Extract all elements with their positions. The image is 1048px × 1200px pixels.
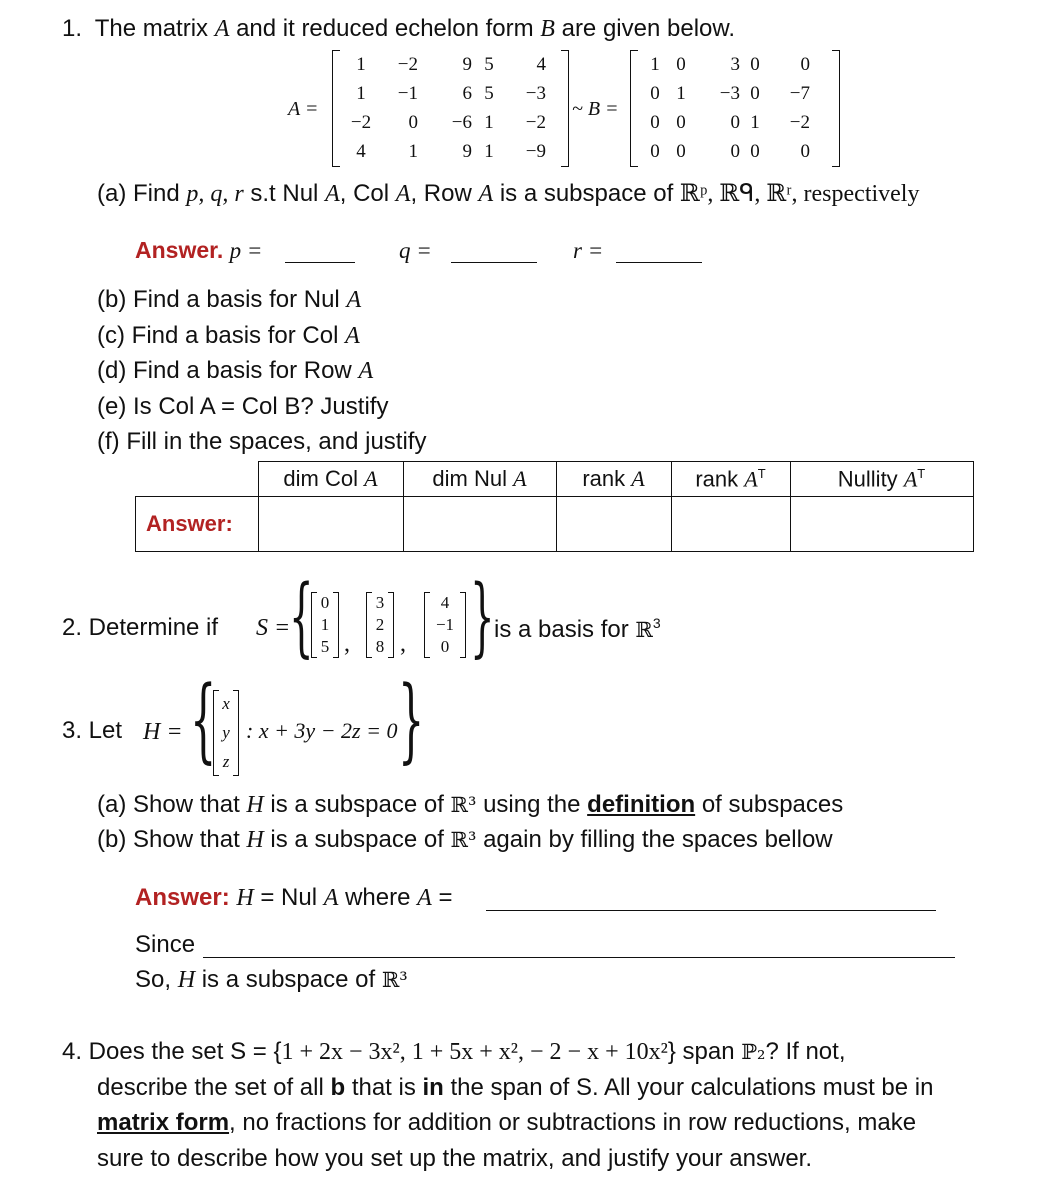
matrix-B-cell: 0	[676, 53, 686, 75]
part-a-sep2: , Row	[410, 180, 472, 207]
matrix-B-cell: 1	[676, 82, 686, 104]
q1-part-a	[97, 182, 919, 206]
matrix-A-cell: 1	[484, 141, 494, 163]
header-dim-col	[258, 462, 403, 497]
header-nullity-t-var: A	[903, 466, 918, 492]
q3b-post: again by filling the spaces bellow	[483, 826, 833, 853]
matrix-A-cell: −2	[525, 112, 546, 134]
q3b-space: ℝ³	[450, 828, 477, 852]
q3-left-brace: {	[190, 666, 217, 773]
matrix-B-cell: 0	[650, 82, 660, 104]
matrix-A-cell: 5	[484, 53, 494, 75]
q2-vector-3-entry: 4	[440, 593, 450, 612]
table-answer-row	[136, 497, 974, 552]
q3-vector-entry: y	[222, 722, 230, 742]
q4-line2-mid: that is	[351, 1074, 416, 1101]
part-b	[97, 288, 361, 312]
q4-space: ℙ₂	[741, 1040, 766, 1064]
matrix-A-cell: 1	[356, 53, 366, 75]
answer-cell-nullity-transpose[interactable]	[790, 497, 973, 552]
matrix-B-cell: 0	[730, 141, 740, 163]
q3-right-brace: }	[398, 666, 425, 773]
q4-line2-post: the span of S. All your calculations must be in	[450, 1074, 934, 1101]
q3-answer-eq: =	[438, 884, 453, 911]
header-dim-nul	[403, 462, 556, 497]
q3-vector	[213, 690, 239, 776]
r-blank[interactable]	[616, 262, 702, 263]
q3-vector-entry: x	[222, 694, 230, 714]
r-label: r =	[573, 238, 604, 263]
q3-since: Since	[135, 931, 196, 958]
matrix-A-cell: −6	[451, 112, 472, 134]
q4-polys: 1 + 2x − 3x², 1 + 5x + x², − 2 − x + 10x²	[281, 1039, 668, 1065]
matrix-B-cell: 0	[730, 112, 740, 134]
q3-so-pre: So,	[135, 966, 172, 993]
matrix-A-cell: 1	[356, 82, 366, 104]
q3-condition: : x + 3y − 2z = 0	[246, 718, 398, 743]
q2-right-brace: }	[470, 567, 495, 667]
q2-exp: 3	[652, 615, 661, 631]
q2-text-b	[494, 616, 661, 642]
table-corner	[136, 462, 259, 497]
q3a-space: ℝ³	[450, 793, 477, 817]
part-d-text: (d) Find a basis for Row	[97, 357, 352, 384]
q3b-mid: is a subspace of	[270, 826, 444, 853]
q4-matrix-form: matrix form	[97, 1109, 230, 1136]
matrix-A-cell: −9	[525, 141, 546, 163]
part-f	[97, 430, 426, 454]
part-a-suffix2: , respectively	[791, 181, 920, 207]
q3-so-line	[135, 968, 408, 992]
q2-vector-1	[311, 592, 339, 658]
matrix-B-cell: 0	[750, 53, 760, 75]
q2-space: ℝ	[635, 618, 653, 642]
q3-since-blank[interactable]	[203, 957, 955, 958]
q4-line4: sure to describe how you set up the matrix, and justify your answer.	[97, 1145, 813, 1172]
matrix-B-cell: 0	[750, 141, 760, 163]
q3b-pre: (b) Show that	[97, 826, 240, 853]
q2-vector-3-entry: 0	[440, 637, 450, 656]
q3a-post: of subspaces	[701, 791, 844, 818]
q3a-using: using the	[483, 791, 581, 818]
q3b-H: H	[246, 827, 264, 853]
q3-so-H: H	[177, 967, 196, 993]
header-dim-nul-var: A	[513, 466, 527, 491]
q-blank[interactable]	[451, 262, 537, 263]
q3a-pre: (a) Show that	[97, 791, 240, 818]
part-c-var: A	[345, 323, 360, 349]
part-a-sep1: , Col	[339, 180, 390, 207]
tilde-B-label: ~ B =	[572, 98, 619, 120]
header-rank-t-sup: T	[757, 465, 766, 481]
matrix-A-cell: −2	[397, 53, 418, 75]
answer-cell-dim-nul[interactable]	[403, 497, 556, 552]
header-rank	[556, 462, 671, 497]
header-rank-text: rank	[582, 466, 626, 491]
q3a-definition: definition	[587, 791, 696, 818]
part-a-mid: s.t Nul	[250, 180, 319, 207]
p-blank[interactable]	[285, 262, 355, 263]
q4-line2-b: b	[330, 1074, 346, 1101]
q4-line2-pre: describe the set of all	[97, 1074, 324, 1101]
q3-answer-where: where	[345, 884, 411, 911]
q2-comma-2: ,	[400, 631, 406, 657]
q4-line-3	[97, 1111, 916, 1135]
q1-var-A: A	[214, 16, 230, 42]
matrix-A-cell: 1	[484, 112, 494, 134]
q4-line3-post: , no fractions for addition or subtractions in row reductions, make	[229, 1109, 917, 1136]
q3-answer-mid: = Nul	[260, 884, 318, 911]
q3-answer-label: Answer:	[135, 884, 230, 911]
table-header-row	[136, 462, 974, 497]
part-b-var: A	[346, 287, 362, 313]
q2-vector-1-entry: 5	[320, 637, 330, 656]
q2-vector-1-entry: 1	[320, 615, 330, 634]
q1-intro-b: and it reduced echelon form	[236, 15, 534, 42]
matrix-B-cell: 0	[800, 53, 810, 75]
header-rank-t-text: rank	[695, 466, 739, 492]
q2-vector-2-entry: 8	[375, 637, 385, 656]
matrix-A-cell: 4	[536, 53, 546, 75]
q2-vector-2-entry: 2	[375, 615, 385, 634]
q4-line-2	[97, 1076, 933, 1100]
part-e-text: (e) Is Col A = Col B? Justify	[97, 393, 389, 420]
part-a-A3: A	[478, 181, 494, 207]
q4-line1-pre: 4. Does the set S = {	[62, 1038, 282, 1065]
answer-label: Answer.	[135, 237, 224, 263]
q-label: q =	[399, 238, 432, 263]
header-rank-t-var: A	[744, 466, 758, 492]
part-c	[97, 324, 360, 348]
matrix-B	[630, 50, 840, 167]
q3a-H: H	[246, 792, 264, 818]
header-nullity-t-sup: T	[917, 465, 926, 481]
matrix-A-cell: −1	[397, 82, 418, 104]
matrix-B-cell: 1	[650, 53, 660, 75]
matrix-B-cell: −3	[719, 82, 740, 104]
part-c-text: (c) Find a basis for Col	[97, 322, 339, 349]
part-f-text: (f) Fill in the spaces, and justify	[97, 428, 427, 455]
dimensions-table	[135, 461, 974, 552]
matrix-B-cell: 0	[650, 112, 660, 134]
part-a-A1: A	[325, 181, 340, 207]
q3-so-post: is a subspace of	[201, 966, 376, 993]
q4-line-1	[62, 1040, 846, 1064]
matrix-B-cell: 0	[750, 82, 760, 104]
matrix-B-cell: −2	[789, 112, 810, 134]
matrix-A	[332, 50, 569, 167]
q2-vector-1-entry: 0	[320, 593, 330, 612]
q2-left-brace: {	[289, 567, 314, 667]
q1-intro-a: The matrix	[94, 15, 209, 42]
matrix-B-cell: 0	[650, 141, 660, 163]
q2-S-label: S =	[256, 615, 291, 641]
q3-answer-A: A	[323, 885, 339, 911]
part-e	[97, 395, 388, 419]
matrix-B-cell: 1	[750, 112, 760, 134]
answer-cell-rank[interactable]	[556, 497, 671, 552]
header-dim-nul-text: dim Nul	[432, 466, 507, 491]
q3-answer-line	[135, 886, 453, 910]
q3-part-b	[97, 828, 833, 852]
matrix-A-label: A =	[288, 98, 319, 120]
q1-answer-pqr	[135, 239, 262, 262]
matrix-A-cell: 5	[484, 82, 494, 104]
q2-vector-2-entry: 3	[375, 593, 385, 612]
part-a-suffix: is a subspace of	[499, 180, 674, 207]
matrix-A-cell: −2	[350, 112, 372, 134]
part-d	[97, 359, 373, 383]
q3-answer-H: H	[236, 885, 254, 911]
part-a-prefix: (a) Find	[97, 180, 180, 207]
q3-so-space: ℝ³	[381, 968, 408, 992]
header-dim-col-var: A	[364, 466, 378, 491]
q1-heading	[62, 17, 735, 41]
q1-intro-c: are given below.	[561, 15, 736, 42]
header-nullity-t-text: Nullity	[837, 466, 898, 492]
table-answer-label: Answer:	[136, 497, 259, 552]
q3-answer-A2: A	[417, 885, 432, 911]
matrix-B-cell: 0	[676, 141, 686, 163]
matrix-A-cell: 0	[408, 112, 418, 134]
q3-matrix-blank[interactable]	[486, 910, 936, 911]
matrix-A-cell: 1	[408, 141, 418, 163]
q2-comma-1: ,	[344, 631, 350, 657]
matrix-B-cell: 0	[676, 112, 686, 134]
matrix-A-cell: 9	[462, 53, 472, 75]
q4-line1-post: ? If not,	[765, 1038, 846, 1065]
q3-part-a	[97, 793, 843, 817]
q2-vector-3	[424, 592, 466, 658]
matrix-B-cell: −7	[789, 82, 810, 104]
part-a-vars: p, q, r	[186, 181, 244, 207]
q2-text-a: 2. Determine if	[62, 614, 219, 641]
q3a-mid: is a subspace of	[270, 791, 444, 818]
header-nullity-transpose	[790, 462, 973, 497]
matrix-A-cell: 4	[356, 141, 366, 163]
q3-vector-entry: z	[222, 751, 230, 771]
matrix-A-cell: 6	[462, 82, 472, 104]
q3-text-a: 3. Let	[62, 717, 123, 744]
answer-cell-dim-col[interactable]	[258, 497, 403, 552]
q2-vector-2	[366, 592, 394, 658]
matrix-A-cell: 9	[462, 141, 472, 163]
header-rank-transpose	[671, 462, 790, 497]
q2-basis-text: is a basis for	[494, 616, 629, 643]
q1-var-B: B	[540, 16, 555, 42]
q4-line-4	[97, 1147, 812, 1171]
matrix-B-cell: 3	[730, 53, 740, 75]
q4-line2-in: in	[422, 1074, 444, 1101]
part-a-A2: A	[395, 181, 411, 207]
matrix-B-cell: 0	[800, 141, 810, 163]
header-rank-var: A	[631, 466, 645, 491]
q4-line1-mid: } span	[667, 1038, 735, 1065]
p-label: p =	[229, 238, 263, 263]
q2-vector-3-entry: −1	[435, 615, 455, 634]
q3-H-label: H =	[143, 719, 183, 745]
part-a-spaces: ℝᵖ, ℝᑫ, ℝʳ	[679, 181, 792, 207]
matrix-A-cell: −3	[525, 82, 546, 104]
q1-number: 1.	[62, 15, 83, 42]
answer-cell-rank-transpose[interactable]	[671, 497, 790, 552]
part-d-var: A	[358, 358, 374, 384]
part-b-text: (b) Find a basis for Nul	[97, 286, 340, 313]
header-dim-col-text: dim Col	[283, 466, 358, 491]
